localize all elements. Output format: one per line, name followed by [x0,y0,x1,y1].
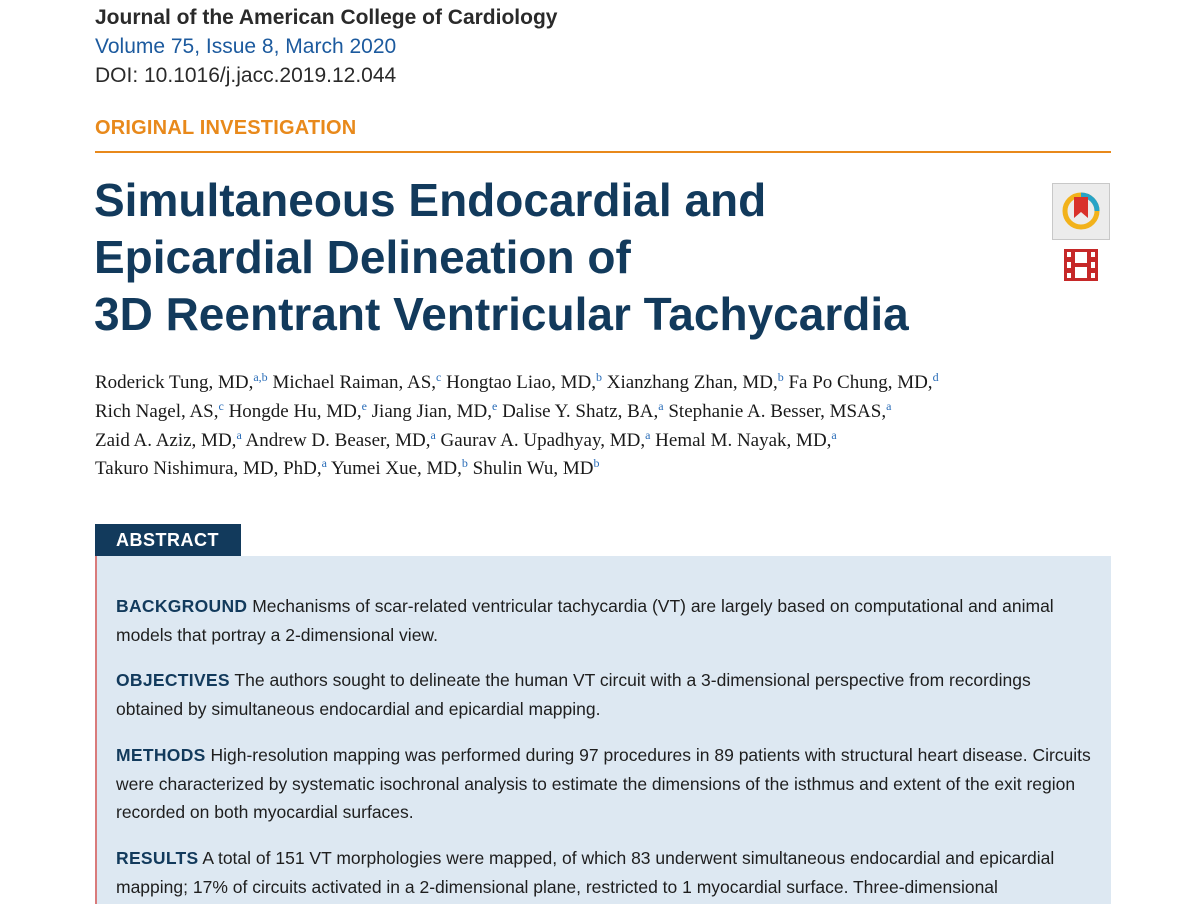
affiliation-link[interactable]: c [436,370,442,384]
author-line [95,398,1115,427]
affiliation-link[interactable]: a [658,398,664,413]
article-title [94,172,1034,343]
abstract-methods [116,741,1091,827]
crossmark-icon[interactable] [1052,183,1110,240]
affiliation-link[interactable]: a [645,427,651,442]
abstract-objectives [116,666,1091,723]
author-name: Dalise Y. Shatz, BA, [502,400,659,422]
affiliation-link[interactable]: b [593,456,600,471]
affiliation-link[interactable]: b [461,456,468,471]
abstract-left-border [95,524,97,904]
author-name: Hemal M. Nayak, MD, [655,429,832,451]
author-name: Rich Nagel, AS, [95,400,219,422]
author-name: Shulin Wu, MD [472,458,594,480]
author-name: Michael Raiman, AS, [272,372,437,393]
section-text: The authors sought to delineate the human VT circuit with a 3-dimensional perspective from recordings obtained by simultaneous endocardial and epicardial mapping. [116,670,1031,719]
affiliation-link[interactable]: b [777,370,784,384]
abstract-background [116,592,1091,649]
affiliation-link[interactable]: a [321,456,327,471]
author-name: Hongtao Liao, MD, [446,372,596,393]
section-heading: METHODS [116,745,206,765]
section-heading: BACKGROUND [116,596,248,616]
volume-issue-link[interactable]: Volume 75, Issue 8, March 2020 [95,35,397,58]
section-heading: RESULTS [116,848,199,868]
author-name: Takuro Nishimura, MD, PhD, [95,458,322,480]
doi: DOI: 10.1016/j.jacc.2019.12.044 [95,64,397,87]
title-line: Simultaneous Endocardial and [94,174,767,226]
affiliation-link[interactable]: a [886,398,892,413]
section-heading: OBJECTIVES [116,670,230,690]
affiliation-link[interactable]: b [595,370,602,384]
author-line [95,455,1115,484]
author-name: Zaid A. Aziz, MD, [95,429,237,451]
film-strip-icon[interactable] [1064,249,1098,281]
author-name: Fa Po Chung, MD, [788,372,933,393]
abstract-results [116,844,1091,901]
journal-name: Journal of the American College of Cardiology [95,6,558,29]
author-name: Andrew D. Beaser, MD, [245,429,431,451]
affiliation-link[interactable]: e [361,398,367,413]
article-type-label: ORIGINAL INVESTIGATION [95,117,357,139]
author-line [95,369,1115,398]
affiliation-link[interactable]: a,b [253,370,268,384]
author-name: Yumei Xue, MD, [331,458,462,480]
author-name: Jiang Jian, MD, [371,400,492,422]
section-divider [95,151,1111,153]
author-line [95,427,1115,456]
section-text: Mechanisms of scar-related ventricular tachycardia (VT) are largely based on computational and animal models that portray a 2-dimensional view. [116,596,1054,645]
section-text: High-resolution mapping was performed during 97 procedures in 89 patients with structural heart disease. Circuits were characterized by systematic isochronal analysis to estimate the dimensions of the isthmus and extent of the exit region recorded on both myocardial surfaces. [116,745,1091,822]
author-name: Gaurav A. Upadhyay, MD, [440,429,646,451]
affiliation-link[interactable]: d [932,370,939,384]
title-line: 3D Reentrant Ventricular Tachycardia [94,288,909,340]
author-name: Xianzhang Zhan, MD, [606,372,778,393]
affiliation-link[interactable]: a [831,427,837,442]
affiliation-link[interactable]: a [430,427,436,442]
affiliation-link[interactable]: e [491,398,498,413]
author-name: Hongde Hu, MD, [228,400,362,422]
author-name: Roderick Tung, MD, [95,372,254,393]
abstract-tab: ABSTRACT [95,524,241,556]
title-line: Epicardial Delineation of [94,231,631,283]
affiliation-link[interactable]: c [218,398,224,413]
affiliation-link[interactable]: a [236,427,242,442]
author-name: Stephanie A. Besser, MSAS, [668,400,887,422]
section-text: A total of 151 VT morphologies were mapped, of which 83 underwent simultaneous endocardial and epicardial mapping; 17% of circuits activated in a 2-dimensional plane, restricted to 1 myocardial surface. Three-dimensional [116,848,1055,897]
author-list [95,369,1115,484]
